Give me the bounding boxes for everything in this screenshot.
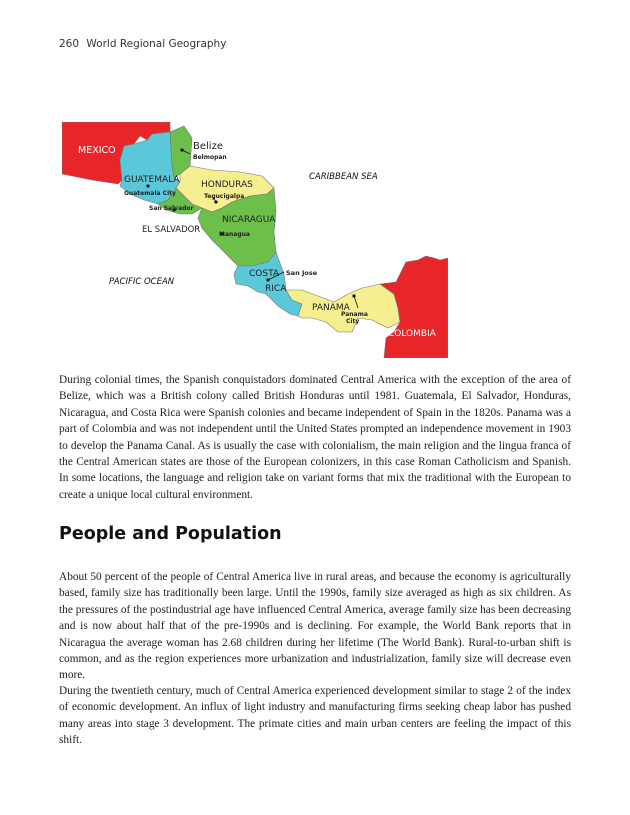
pacific-ocean-label: PACIFIC OCEAN — [109, 277, 175, 287]
san-jose-label: San Jose — [286, 269, 318, 277]
map-svg — [62, 122, 448, 358]
rica-label: RICA — [265, 284, 287, 294]
running-header — [59, 38, 230, 50]
panama-city-label-2: City — [346, 318, 360, 325]
guatemala-city-label: Guatemala City — [124, 190, 176, 197]
paragraph-colonial-history: During colonial times, the Spanish conquistadors dominated Central America with the exception of the area of Belize, which was a British colony called British Honduras until 1981. Guatemala, El Salvador, Honduras, Nicaragua, and Costa Rica were Spanish colonies and became independent of Spain in the 1820s. Panama was a part of Colombia and was not independent until the United States prompted an independence movement in 1903 to develop the Panama Canal. As is usually the case with colonialism, the main religion and the lingua franca of the Central American states are those of the European colonizers, in this case Roman Catholicism and Spanish. In some locations, the language and religion take on variant forms that mix the traditional with the European to create a unique local cultural environment. — [59, 374, 571, 501]
section-heading: People and Population — [59, 524, 282, 544]
mexico-label: MEXICO — [78, 145, 116, 156]
central-america-map — [62, 122, 448, 358]
panama-label: PANAMA — [312, 303, 350, 313]
honduras-label: HONDURAS — [201, 180, 253, 190]
panama-city-label-1: Panama — [341, 311, 368, 318]
san-salvador-label: San Salvador — [149, 205, 194, 212]
guatemala-label: GUATEMALA — [124, 175, 180, 185]
el-salvador-label: EL SALVADOR — [142, 225, 201, 235]
managua-label: Managua — [219, 231, 250, 238]
book-title: World Regional Geography — [86, 38, 227, 50]
colombia-label: COLOMBIA — [388, 329, 436, 339]
tegucigalpa-label: Tegucigalpa — [204, 193, 245, 200]
page-number: 260 — [59, 38, 80, 50]
costa-label: COSTA — [249, 269, 280, 279]
paragraph-population: About 50 percent of the people of Central America live in rural areas, and because the economy is agriculturally based, family size has traditionally been large. Until the 1990s, family size averaged as high as six children. As the pressures of the postindustrial age have influenced Central America, average family size has been decreasing and is now about half that of the pre-1990s and is declining. For example, the World Bank reports that in Nicaragua the average woman has 2.68 children during her lifetime (The World Bank). Rural-to-urban shift is common, and as the region experiences more urbanization and industrialization, family size will decrease even more. — [59, 571, 571, 682]
belmopan-label: Belmopan — [193, 154, 227, 161]
caribbean-sea-label: CARIBBEAN SEA — [309, 172, 378, 182]
belize-label: Belize — [193, 141, 223, 152]
nicaragua-label: NICARAGUA — [222, 215, 276, 225]
paragraph-development: During the twentieth century, much of Central America experienced development similar to stage 2 of the index of economic development. An influx of light industry and manufacturing firms seeking cheap labor has pushed many areas into stage 3 development. The primate cities and main urban centers are feeling the impact of this shift. — [59, 685, 571, 747]
